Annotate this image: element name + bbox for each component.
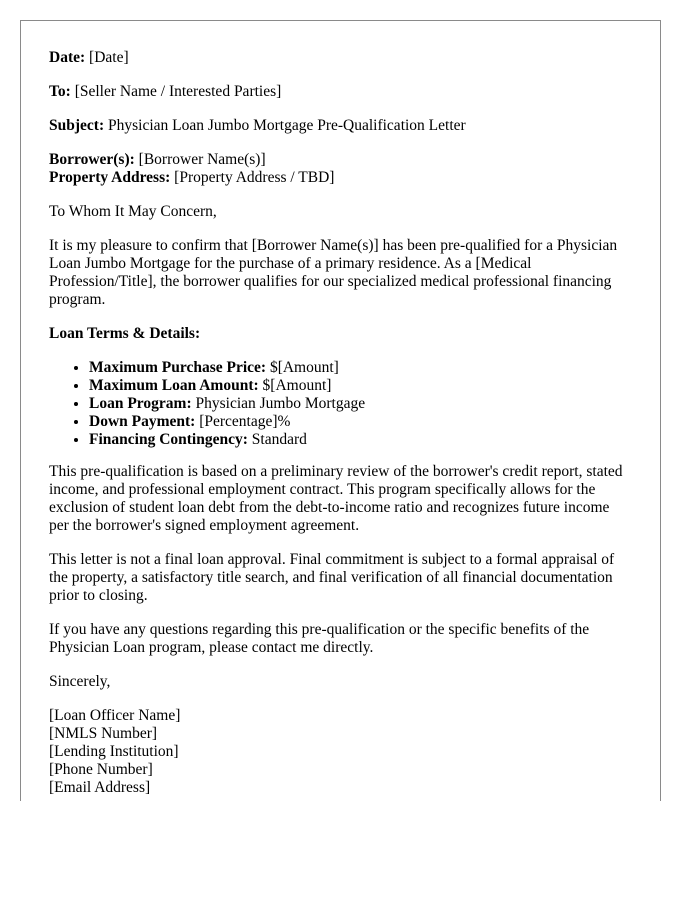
date-label: Date: — [49, 49, 86, 66]
borrower-value: [Borrower Name(s)] — [138, 151, 266, 168]
term-value: [Percentage]% — [199, 413, 291, 430]
signature-nmls: [NMLS Number] — [49, 725, 158, 742]
date-value: [Date] — [89, 49, 129, 66]
term-label: Financing Contingency: — [89, 431, 248, 448]
list-item — [89, 395, 632, 413]
term-value: Physician Jumbo Mortgage — [195, 395, 366, 412]
term-label: Maximum Purchase Price: — [89, 359, 267, 376]
signature-email: [Email Address] — [49, 779, 151, 796]
list-item — [89, 359, 632, 377]
list-item — [89, 413, 632, 431]
property-line — [49, 169, 632, 187]
letter-page — [20, 20, 661, 801]
recipient-line — [49, 83, 632, 101]
signature-institution: [Lending Institution] — [49, 743, 179, 760]
date-line — [49, 49, 632, 67]
recipient-value: [Seller Name / Interested Parties] — [74, 83, 282, 100]
terms-list — [49, 359, 632, 449]
intro-paragraph: It is my pleasure to confirm that [Borrower Name(s)] has been pre-qualified for a Physician Loan Jumbo Mortgage for the purchase of a primary residence. As a [Medical Profession/Title], the borrower qualifies for our specialized medical professional financing program. — [49, 237, 618, 308]
contact-paragraph: If you have any questions regarding this pre-qualification or the specific benefits of the Physician Loan program, please contact me directly. — [49, 621, 590, 656]
salutation: To Whom It May Concern, — [49, 203, 217, 220]
property-label: Property Address: — [49, 169, 171, 186]
property-value: [Property Address / TBD] — [174, 169, 335, 186]
borrower-line — [49, 151, 632, 169]
term-value: Standard — [251, 431, 307, 448]
term-value: $[Amount] — [262, 377, 332, 394]
list-item — [89, 377, 632, 395]
closing: Sincerely, — [49, 673, 111, 690]
signature-name: [Loan Officer Name] — [49, 707, 181, 724]
subject-line — [49, 117, 632, 135]
disclaimer-paragraph: This letter is not a final loan approval. Final commitment is subject to a formal appraisal of the property, a satisfactory title search, and final verification of all financial documentation prior to closing. — [49, 551, 615, 604]
terms-heading: Loan Terms & Details: — [49, 325, 201, 342]
signature-phone: [Phone Number] — [49, 761, 153, 778]
term-label: Down Payment: — [89, 413, 196, 430]
term-label: Loan Program: — [89, 395, 192, 412]
subject-label: Subject: — [49, 117, 105, 134]
borrower-label: Borrower(s): — [49, 151, 135, 168]
list-item — [89, 431, 632, 449]
signature-block — [49, 707, 632, 797]
basis-paragraph: This pre-qualification is based on a preliminary review of the borrower's credit report, stated income, and professional employment contract. This program specifically allows for the exclusion of student loan debt from the debt-to-income ratio and recognizes future income per the borrower's signed employment agreement. — [49, 463, 623, 534]
term-label: Maximum Loan Amount: — [89, 377, 259, 394]
term-value: $[Amount] — [269, 359, 339, 376]
subject-value: Physician Loan Jumbo Mortgage Pre-Qualification Letter — [107, 117, 466, 134]
recipient-label: To: — [49, 83, 71, 100]
